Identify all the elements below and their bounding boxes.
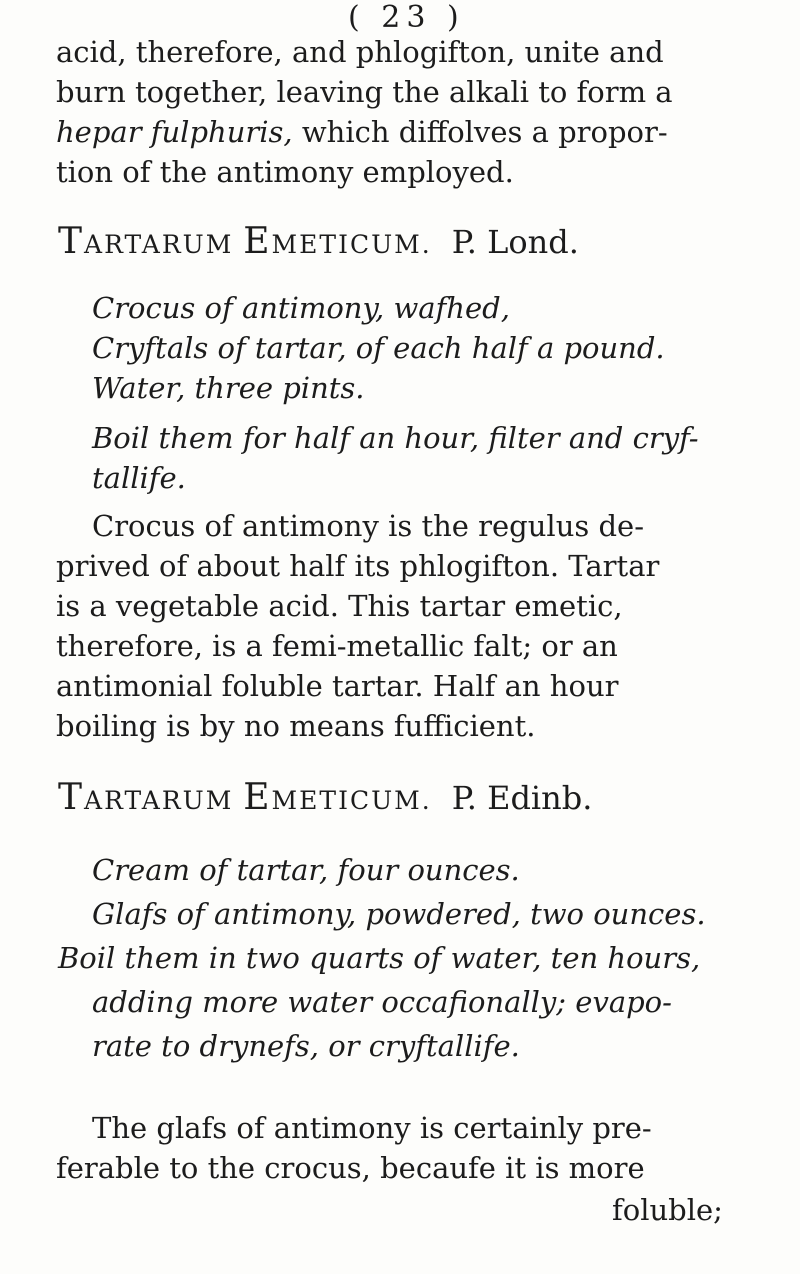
text-line: tion of the antimony employed.: [56, 155, 514, 189]
text-line: antimonial foluble tartar. Half an hour: [56, 669, 619, 703]
heading-smallcaps: ARTARUM: [84, 786, 244, 815]
italic-term: hepar fulphuris,: [56, 115, 293, 149]
text-line: burn together, leaving the alkali to form a: [56, 75, 673, 109]
heading-cap: E: [243, 221, 272, 262]
heading-source: P. Edinb.: [451, 779, 593, 817]
section-heading: [58, 221, 579, 263]
recipe-line: Glafs of antimony, powdered, two ounces.: [92, 897, 706, 931]
recipe-line: adding more water occafionally; evapo-: [92, 985, 672, 1019]
text-line: The glafs of antimony is certainly pre-: [92, 1111, 652, 1145]
recipe-line: Boil them for half an hour, filter and cryf-: [92, 421, 699, 455]
text-line: is a vegetable acid. This tartar emetic,: [56, 589, 623, 623]
text-line: [56, 114, 668, 150]
heading-smallcaps: METICUM.: [271, 786, 432, 815]
recipe-line: Boil them in two quarts of water, ten hours,: [58, 941, 701, 975]
heading-cap: E: [243, 777, 272, 818]
recipe-line: Crocus of antimony, wafhed,: [92, 291, 510, 325]
text-run: which diffolves a propor-: [292, 115, 668, 149]
recipe-line: Cryftals of tartar, of each half a pound.: [92, 331, 665, 365]
text-line: acid, therefore, and phlogifton, unite and: [56, 35, 664, 69]
recipe-line: rate to drynefs, or cryftallife.: [92, 1029, 520, 1063]
heading-source: P. Lond.: [451, 223, 579, 261]
text-line: therefore, is a femi-metallic falt; or an: [56, 629, 618, 663]
text-line: boiling is by no means fufficient.: [56, 709, 536, 743]
text-line: Crocus of antimony is the regulus de-: [92, 509, 645, 543]
heading-smallcaps: METICUM.: [271, 230, 432, 259]
recipe-line: tallife.: [92, 461, 186, 495]
text-line: ferable to the crocus, becaufe it is more: [56, 1151, 645, 1185]
text-line: prived of about half its phlogifton. Tartar: [56, 549, 660, 583]
heading-cap: T: [58, 777, 85, 818]
heading-cap: T: [58, 221, 85, 262]
heading-smallcaps: ARTARUM: [84, 230, 244, 259]
recipe-line: Water, three pints.: [92, 371, 365, 405]
catchword: foluble;: [612, 1193, 723, 1227]
page-number: ( 23 ): [348, 0, 465, 35]
recipe-line: Cream of tartar, four ounces.: [92, 853, 520, 887]
section-heading: [58, 777, 593, 819]
